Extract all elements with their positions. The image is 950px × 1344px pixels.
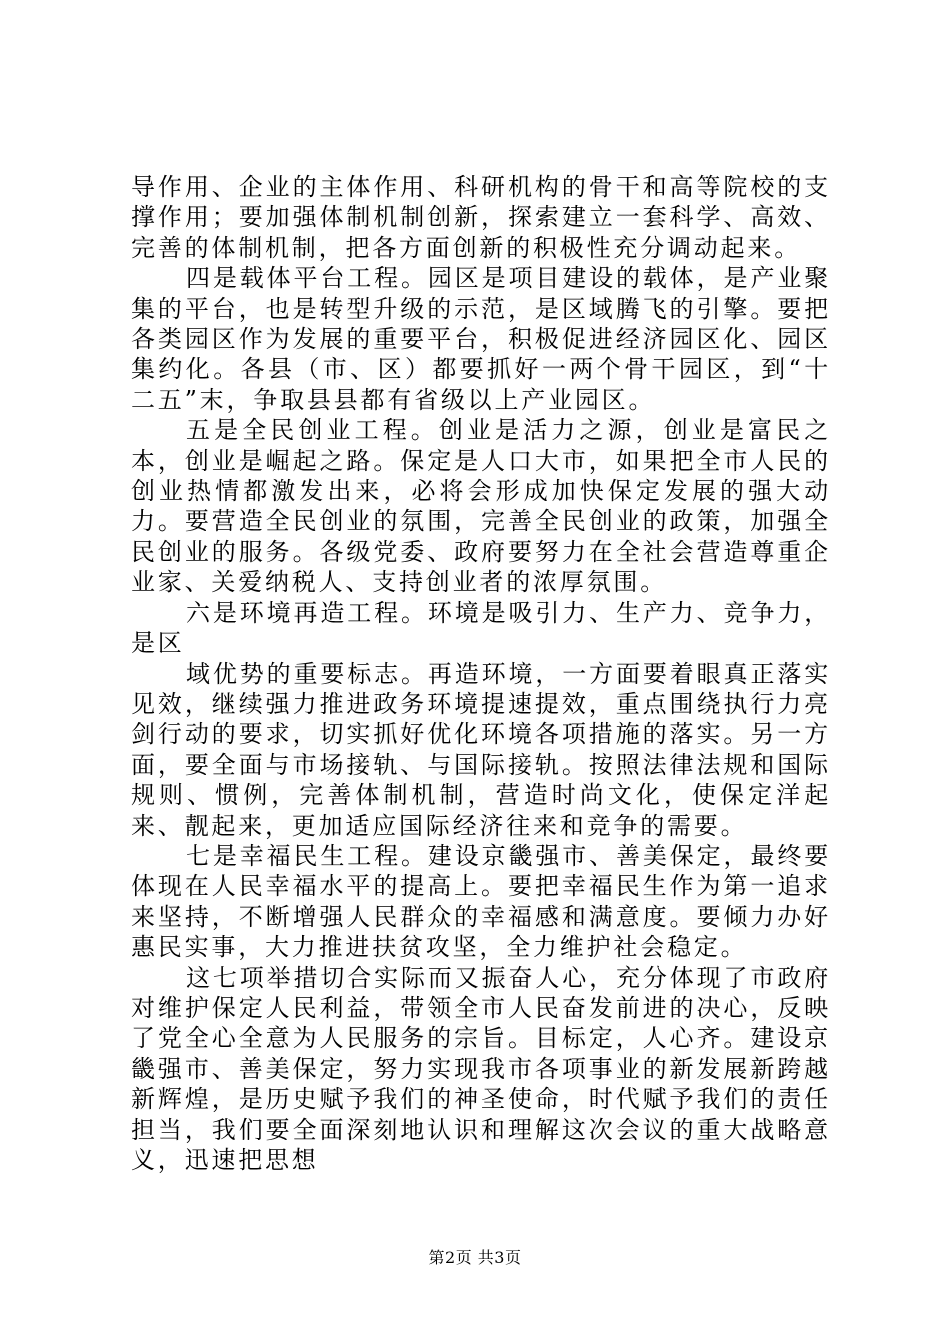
paragraph-5: 域优势的重要标志。再造环境，一方面要着眼真正落实见效，继续强力推进政务环境提速提效，重点围绕执行力亮剑行动的要求，切实抓好优化环境各项措施的落实。另一方面，要全面与市场接轨、与国际接轨。按照法律法规和国际规则、惯例，完善体制机制，营造时尚文化，使保定洋起来、靓起来，更加适应国际经济往来和竞争的需要。 xyxy=(131,659,831,840)
paragraph-4: 六是环境再造工程。环境是吸引力、生产力、竞争力，是区 xyxy=(131,598,831,658)
page-number-footer: 第2页 共3页 xyxy=(428,1248,522,1267)
document-body xyxy=(131,172,831,1175)
paragraph-2: 四是载体平台工程。园区是项目建设的载体，是产业聚集的平台，也是转型升级的示范，是区域腾飞的引擎。要把各类园区作为发展的重要平台，积极促进经济园区化、园区集约化。各县（市、区）都要抓好一两个骨干园区，到“十二五”末，争取县县都有省级以上产业园区。 xyxy=(131,264,831,414)
paragraph-3: 五是全民创业工程。创业是活力之源，创业是富民之本，创业是崛起之路。保定是人口大市，如果把全市人民的创业热情都激发出来，必将会形成加快保定发展的强大动力。要营造全民创业的氛围，完善全民创业的政策，加强全民创业的服务。各级党委、政府要努力在全社会营造尊重企业家、关爱纳税人、支持创业者的浓厚氛围。 xyxy=(131,416,831,597)
paragraph-1: 导作用、企业的主体作用、科研机构的骨干和高等院校的支撑作用；要加强体制机制创新，探索建立一套科学、高效、完善的体制机制，把各方面创新的积极性充分调动起来。 xyxy=(131,173,831,262)
paragraph-6: 七是幸福民生工程。建设京畿强市、善美保定，最终要体现在人民幸福水平的提高上。要把幸福民生作为第一追求来坚持，不断增强人民群众的幸福感和满意度。要倾力办好惠民实事，大力推进扶贫攻坚，全力维护社会稳定。 xyxy=(131,841,831,962)
paragraph-7: 这七项举措切合实际而又振奋人心，充分体现了市政府对维护保定人民利益，带领全市人民奋发前进的决心，反映了党全心全意为人民服务的宗旨。目标定，人心齐。建设京畿强市、善美保定，努力实现我市各项事业的新发展新跨越新辉煌，是历史赋予我们的神圣使命，时代赋予我们的责任担当，我们要全面深刻地认识和理解这次会议的重大战略意义，迅速把思想 xyxy=(131,963,831,1174)
